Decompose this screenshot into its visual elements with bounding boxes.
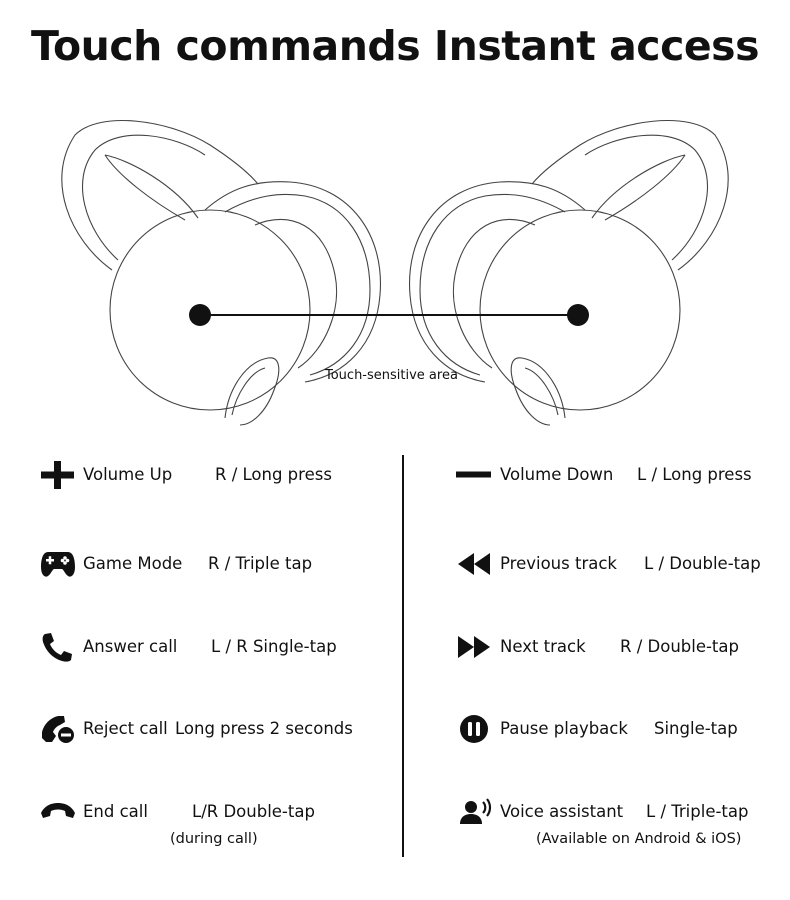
command-note: (Available on Android & iOS) [536,831,742,847]
left-touch-dot [189,304,211,326]
command-name: End call [83,802,148,821]
column-divider [402,455,404,857]
command-gesture: L / Long press [637,465,752,484]
gamepad-icon [40,549,76,579]
minus-icon [456,460,492,490]
command-pause-playback [456,714,786,744]
command-name: Game Mode [83,554,183,573]
command-gesture: R / Double-tap [620,637,739,656]
command-name: Previous track [500,554,617,573]
left-earbud-body [110,210,310,410]
command-previous-track [456,549,786,579]
command-gesture: R / Long press [215,465,332,484]
command-name: Volume Up [83,465,173,484]
left-earbud-hook [62,121,258,270]
command-answer-call [40,632,390,662]
command-gesture: L / Triple-tap [646,802,749,821]
command-gesture: R / Triple tap [208,554,313,573]
touch-area-label: Touch-sensitive area [325,368,458,383]
command-name: Pause playback [500,719,628,738]
rewind-icon [456,549,492,579]
command-note: (during call) [170,831,258,847]
phone-icon [40,632,76,662]
pause-icon [456,714,492,744]
command-voice-assistant [456,797,786,827]
command-game-mode [40,549,390,579]
page-title: Touch commands Instant access [30,22,759,70]
command-volume-down [456,460,786,490]
command-name: Reject call [83,719,168,738]
command-next-track [456,632,786,662]
command-gesture: Long press 2 seconds [175,719,353,738]
command-name: Voice assistant [500,802,624,821]
command-gesture: L / Double-tap [644,554,761,573]
command-end-call [40,797,390,827]
command-gesture: L/R Double-tap [192,802,315,821]
phone-reject-icon [40,714,76,744]
command-name: Answer call [83,637,178,656]
right-earbud-hook [532,121,728,270]
right-touch-dot [567,304,589,326]
fast-forward-icon [456,632,492,662]
command-name: Next track [500,637,586,656]
command-gesture: L / R Single-tap [211,637,337,656]
plus-icon [40,460,76,490]
command-reject-call [40,714,390,744]
command-gesture: Single-tap [654,719,738,738]
voice-assistant-icon [456,797,492,827]
command-volume-up [40,460,390,490]
command-name: Volume Down [500,465,614,484]
hang-up-icon [40,797,76,827]
